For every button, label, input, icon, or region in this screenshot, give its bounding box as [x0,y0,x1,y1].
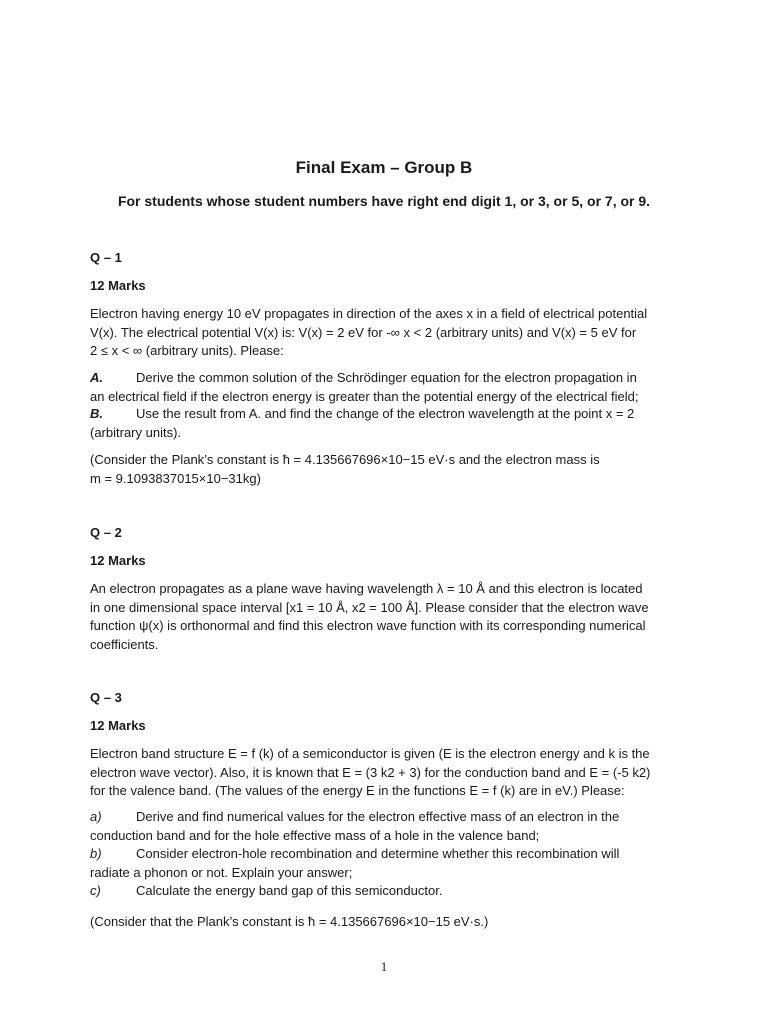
q3-constants: (Consider that the Plank’s constant is ħ = 4.135667696×10−15 eV·s.) [90,914,489,929]
q3-parts [90,808,678,901]
q3-part-a-line-2: conduction band and for the hole effective mass of a hole in the valence band; [90,827,540,843]
q1-intro-line-2: V(x). The electrical potential V(x) is: V(x) = 2 eV for -∞ x < 2 (arbitrary units) and V(x) = 5 eV for [90,324,637,340]
q3-intro [90,745,678,801]
q2-body-line-3: function ψ(x) is orthonormal and find this electron wave function with its corresponding numerical [90,618,646,633]
q1-part-b-line-2: (arbitrary units). [90,424,182,440]
q1-marks: 12 Marks [90,278,146,293]
q2-body-line-2: in one dimensional space interval [x1 = 10 Å, x2 = 100 Å]. Please consider that the electron wave [90,599,649,615]
q1-part-a-line-1: Derive the common solution of the Schrödinger equation for the electron propagation in [136,370,637,385]
page-number: 1 [380,959,388,974]
q2-heading: Q – 2 [90,525,122,540]
page-title: Final Exam – Group B [295,158,473,177]
q3-intro-line-1: Electron band structure E = f (k) of a semiconductor is given (E is the electron energy and k is the [90,746,650,761]
q3-heading: Q – 3 [90,690,122,705]
page-subtitle: For students whose student numbers have right end digit 1, or 3, or 5, or 7, or 9. [117,193,651,209]
q3-intro-line-3: for the valence band. (The values of the energy E in the functions E = f (k) are in eV.) Please: [90,783,625,798]
q3-marks: 12 Marks [90,718,146,733]
q1-intro-line-1: Electron having energy 10 eV propagates in direction of the axes x in a field of electrical potential [90,306,648,321]
q2-body [90,580,678,654]
q1-part-b-label: B. [90,406,103,421]
q1-intro-line-3: 2 ≤ x < ∞ (arbitrary units). Please: [90,343,284,358]
q1-constants-line-1: (Consider the Plank’s constant is ħ = 4.135667696×10−15 eV·s and the electron mass is [90,452,600,467]
q3-intro-line-2: electron wave vector). Also, it is known that E = (3 k2 + 3) for the conduction band and E = (-5 k2) [90,764,651,780]
q3-part-c-line-1: Calculate the energy band gap of this semiconductor. [136,883,443,898]
q2-body-line-4: coefficients. [90,636,159,652]
q3-part-a-label: a) [90,809,102,824]
q1-intro [90,305,678,361]
q3-part-a-line-1: Derive and find numerical values for the electron effective mass of an electron in the [136,809,620,824]
q3-part-b-line-1: Consider electron-hole recombination and determine whether this recombination will [136,846,620,861]
q1-part-a-line-2: an electrical field if the electron energy is greater than the potential energy of the electrical field; [90,388,639,404]
q1-constants [90,451,678,488]
q2-marks: 12 Marks [90,553,146,568]
q1-part-b [90,405,678,442]
q1-part-b-line-1: Use the result from A. and find the change of the electron wavelength at the point x = 2 [136,406,635,421]
q3-part-b-line-2: radiate a phonon or not. Explain your answer; [90,864,353,880]
q1-part-a-label: A. [90,370,103,385]
q2-body-line-1: An electron propagates as a plane wave having wavelength λ = 10 Å and this electron is located [90,581,643,596]
q1-constants-line-2: m = 9.1093837015×10−31kg) [90,470,261,486]
q1-part-a [90,369,678,406]
q1-heading: Q – 1 [90,250,122,265]
q3-part-c-label: c) [90,883,101,898]
q3-part-b-label: b) [90,846,102,861]
